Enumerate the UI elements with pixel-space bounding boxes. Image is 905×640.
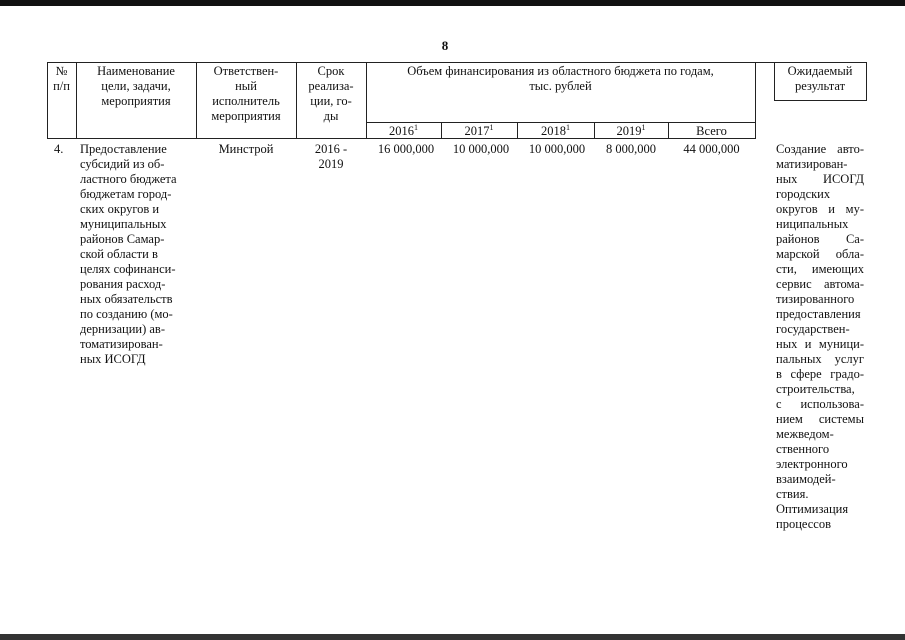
result-line: ных ИСОГД [776, 172, 864, 186]
result-line: округов и му- [776, 202, 864, 216]
header-responsible: Ответствен- ный исполнитель мероприятия [211, 64, 281, 123]
year-header-2017: 2017$^1$ [464, 123, 494, 138]
result-line: сти, имеющих [776, 262, 864, 276]
result-line: городских [776, 187, 831, 201]
row-amount-2018: 10 000,000 [528, 142, 586, 156]
row-result [776, 142, 864, 532]
year-header-2019: 2019$^1$ [616, 123, 646, 138]
scan-top-edge [0, 0, 905, 6]
result-line: Оптимизация [776, 502, 849, 516]
result-line: электронного [776, 457, 848, 471]
result-line: ственного [776, 442, 830, 456]
result-line: ствия. [776, 487, 809, 501]
footnote-mark: 1 [489, 123, 494, 132]
row-term: 2016 - 2019 [314, 142, 348, 171]
result-line: межведом- [776, 427, 834, 441]
result-line: пальных услуг [776, 352, 864, 366]
header-funding: Объем финансирования из областного бюджета по годам, тыс. рублей [407, 64, 714, 93]
header-result: Ожидаемый результат [787, 64, 853, 93]
years-row-top-border [366, 122, 755, 123]
result-line: сервис автома- [776, 277, 864, 291]
col-divider-result-right [866, 62, 867, 101]
result-line: предоставления [776, 307, 861, 321]
result-line: с использова- [776, 397, 864, 411]
result-line: в сфере градо- [776, 367, 864, 381]
header-num: № п/п [53, 64, 70, 93]
row-amount-2017: 10 000,000 [452, 142, 510, 156]
result-line: Создание авто- [776, 142, 864, 156]
col-divider-total [755, 62, 756, 139]
year-header-2016: 2016$^1$ [389, 123, 418, 138]
header-term: Срок реализа- ции, го- ды [308, 64, 354, 123]
table-top-border [47, 62, 867, 63]
result-line: процессов [776, 517, 831, 531]
row-total: 44 000,000 [683, 142, 740, 156]
result-line: районов Са- [776, 232, 864, 246]
row-amount-2016: 16 000,000 [377, 142, 435, 156]
row-number: 4. [54, 142, 64, 156]
header-bottom-border-left [47, 138, 367, 139]
result-line: государствен- [776, 322, 850, 336]
scan-bottom-edge [0, 634, 905, 640]
result-line: взаимодей- [776, 472, 836, 486]
row-responsible: Минстрой [218, 142, 274, 156]
result-line: нием системы [776, 412, 864, 426]
result-line: строительства, [776, 382, 855, 396]
result-line: ниципальных [776, 217, 849, 231]
row-amount-2019: 8 000,000 [606, 142, 656, 156]
footnote-mark: 1 [641, 123, 646, 132]
header-name: Наименование цели, задачи, мероприятия [97, 64, 175, 108]
result-line: марской обла- [776, 247, 864, 261]
result-line: ных и муници- [776, 337, 864, 351]
footnote-mark: 1 [414, 123, 418, 132]
row-name: Предоставление субсидий из об- ластного бюджета бюджетам город- ских округов и муниципальных районов Самар- ской области в целях софинанси- рования расход- ных обязательств по созданию (мо- дернизации) ав- томатизирован- ных ИСОГД [80, 142, 177, 366]
total-header: Всего [696, 124, 727, 138]
result-header-bottom-border [774, 100, 867, 101]
result-lines [776, 142, 864, 532]
page-number: 8 [441, 38, 449, 53]
result-line: тизированного [776, 292, 855, 306]
result-line: матизирован- [776, 157, 848, 171]
year-header-2018: 2018$^1$ [541, 123, 570, 138]
footnote-mark: 1 [566, 123, 570, 132]
